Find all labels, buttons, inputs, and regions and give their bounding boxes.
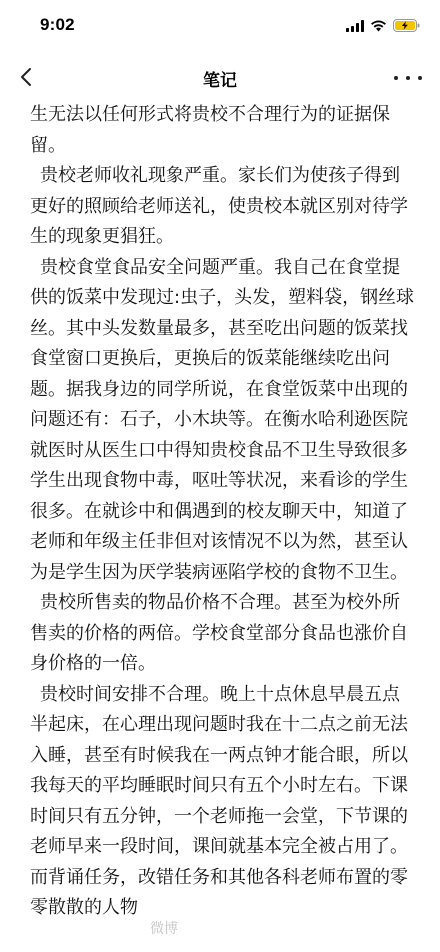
more-dot-icon xyxy=(406,76,410,80)
status-time: 9:02 xyxy=(40,15,75,34)
battery-charging-icon xyxy=(393,19,420,32)
more-dot-icon xyxy=(418,76,422,80)
wifi-icon xyxy=(370,20,387,32)
note-paragraph: 生无法以任何形式将贵校不合理行为的证据保留。 xyxy=(30,104,390,156)
note-paragraph: 贵校食堂食品安全问题严重。我自己在食堂提供的饭菜中发现过:虫子，头发，塑料袋，钢丝球丝。其中头发数量最多，甚至吃出问题的饭菜找食堂窗口更换后，更换后的饭菜能继续吃出问题。据我身边的同学所说，在食堂饭菜中出现的问题还有：石子，小木块等。在衡水哈利逊医院就医时从医生口中得知贵校食品不卫生导致很多学生出现食物中毒，呕吐等状况，来看诊的学生很多。在就诊中和偶遇到的校友聊天中，知道了老师和年级主任非但对该情况不以为然，甚至认为是学生因为厌学装病诬陷学校的食物不卫生。 xyxy=(30,256,415,583)
note-content xyxy=(30,100,416,924)
watermark: 微博 xyxy=(150,921,178,937)
page-title: 笔记 xyxy=(203,71,237,91)
note-paragraph: 贵校所售卖的物品价格不合理。甚至为校外所售卖的价格的两倍。学校食堂部分食品也涨价自身价格的一倍。 xyxy=(30,592,408,674)
more-options-button[interactable] xyxy=(394,68,422,88)
more-dot-icon xyxy=(394,76,398,80)
nav-bar xyxy=(0,56,440,100)
status-bar xyxy=(0,0,440,56)
note-paragraph: 贵校老师收礼现象严重。家长们为使孩子得到更好的照顾给老师送礼，使贵校本就区别对待学生的现象更猖狂。 xyxy=(30,165,408,247)
note-paragraph: 贵校时间安排不合理。晚上十点休息早晨五点半起床，在心理出现问题时我在十二点之前无法入睡，甚至有时候我在一两点钟才能合眼，所以我每天的平均睡眠时间只有五个小时左右。下课时间只有五分钟，一个老师拖一会堂，下节课的老师早来一段时间，课间就基本完全被占用了。而背诵任务，改错任务和其他各科老师布置的零零散散的人物 xyxy=(30,683,408,918)
cellular-signal-icon xyxy=(346,20,364,32)
status-icons xyxy=(346,19,420,32)
